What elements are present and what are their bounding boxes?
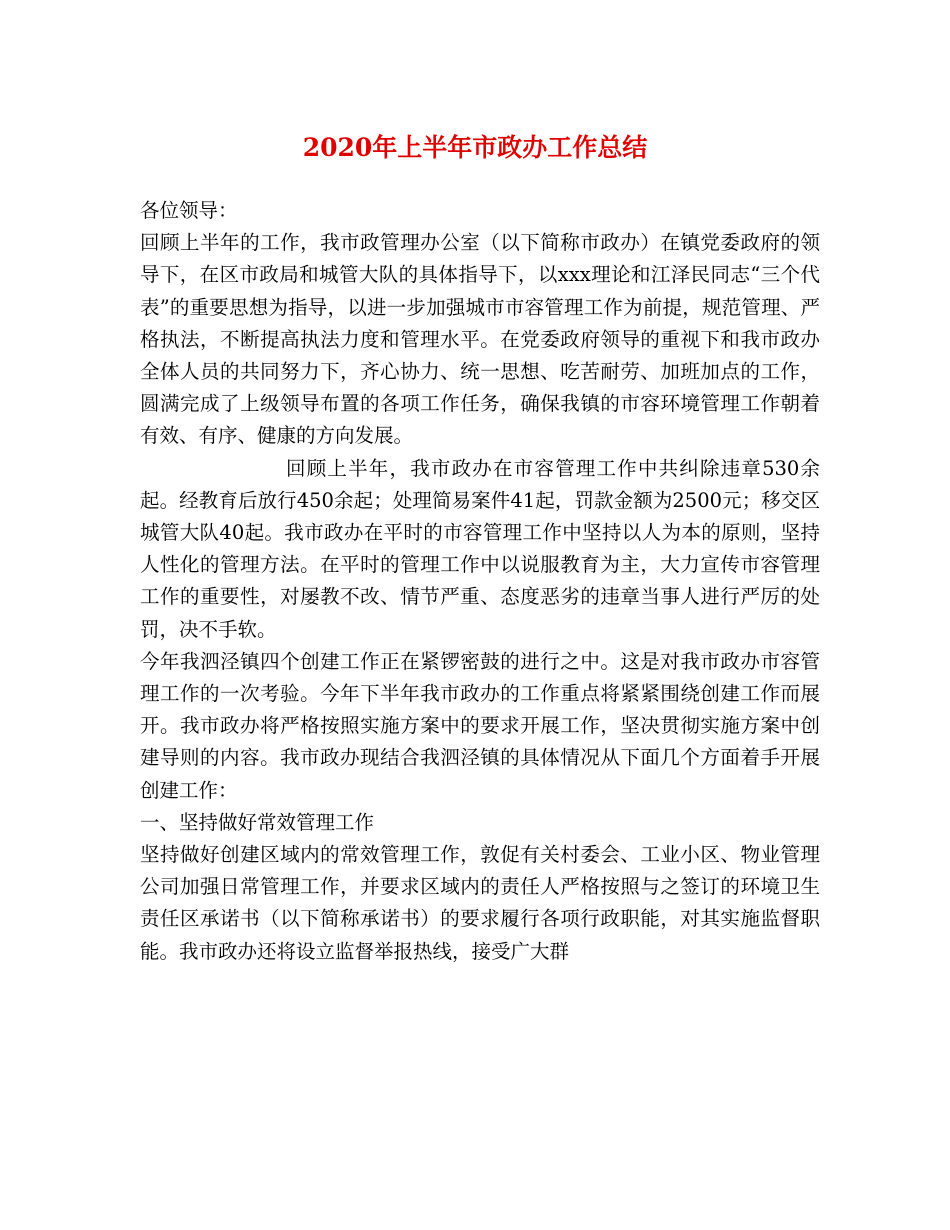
document-body (140, 195, 820, 968)
paragraph-section-1: 坚持做好创建区域内的常效管理工作，敦促有关村委会、工业小区、物业管理公司加强日常管理工作，并要求区域内的责任人严格按照与之签订的环境卫生责任区承诺书（以下简称承诺书）的要求履行各项行政职能，对其实施监督职能。我市政办还将设立监督举报热线，接受广大群 (140, 843, 820, 963)
paragraph-creation-work: 今年我泗泾镇四个创建工作正在紧锣密鼓的进行之中。这是对我市政办市容管理工作的一次考验。今年下半年我市政办的工作重点将紧紧围绕创建工作而展开。我市政办将严格按照实施方案中的要求开展工作，坚决贯彻实施方案中创建导则的内容。我市政办现结合我泗泾镇的具体情况从下面几个方面着手开展创建工作： (140, 649, 820, 802)
greeting: 各位领导： (140, 199, 238, 222)
section-heading-1: 一、坚持做好常效管理工作 (140, 810, 375, 834)
paragraph-review: 回顾上半年的工作，我市政管理办公室（以下简称市政办）在镇党委政府的领导下，在区市政局和城管大队的具体指导下，以xxx理论和江泽民同志“三个代表”的重要思想为指导，以进一步加强城市市容管理工作为前提，规范管理、严格执法，不断提高执法力度和管理水平。在党委政府领导的重视下和我市政办全体人员的共同努力下，齐心协力、统一思想、吃苦耐劳、加班加点的工作，圆满完成了上级领导布置的各项工作任务，确保我镇的市容环境管理工作朝着有效、有序、健康的方向发展。 (140, 231, 820, 448)
document-title: 2020年上半年市政办工作总结 (302, 133, 648, 162)
paragraph-statistics: 回顾上半年，我市政办在市容管理工作中共纠除违章530余起。经教育后放行450余起；处理简易案件41起，罚款金额为2500元；移交区城管大队40起。我市政办在平时的市容管理工作中坚持以人为本的原则，坚持人性化的管理方法。在平时的管理工作中以说服教育为主，大力宣传市容管理工作的重要性，对屡教不改、情节严重、态度恶劣的违章当事人进行严厉的处罚，决不手软。 (140, 456, 820, 641)
